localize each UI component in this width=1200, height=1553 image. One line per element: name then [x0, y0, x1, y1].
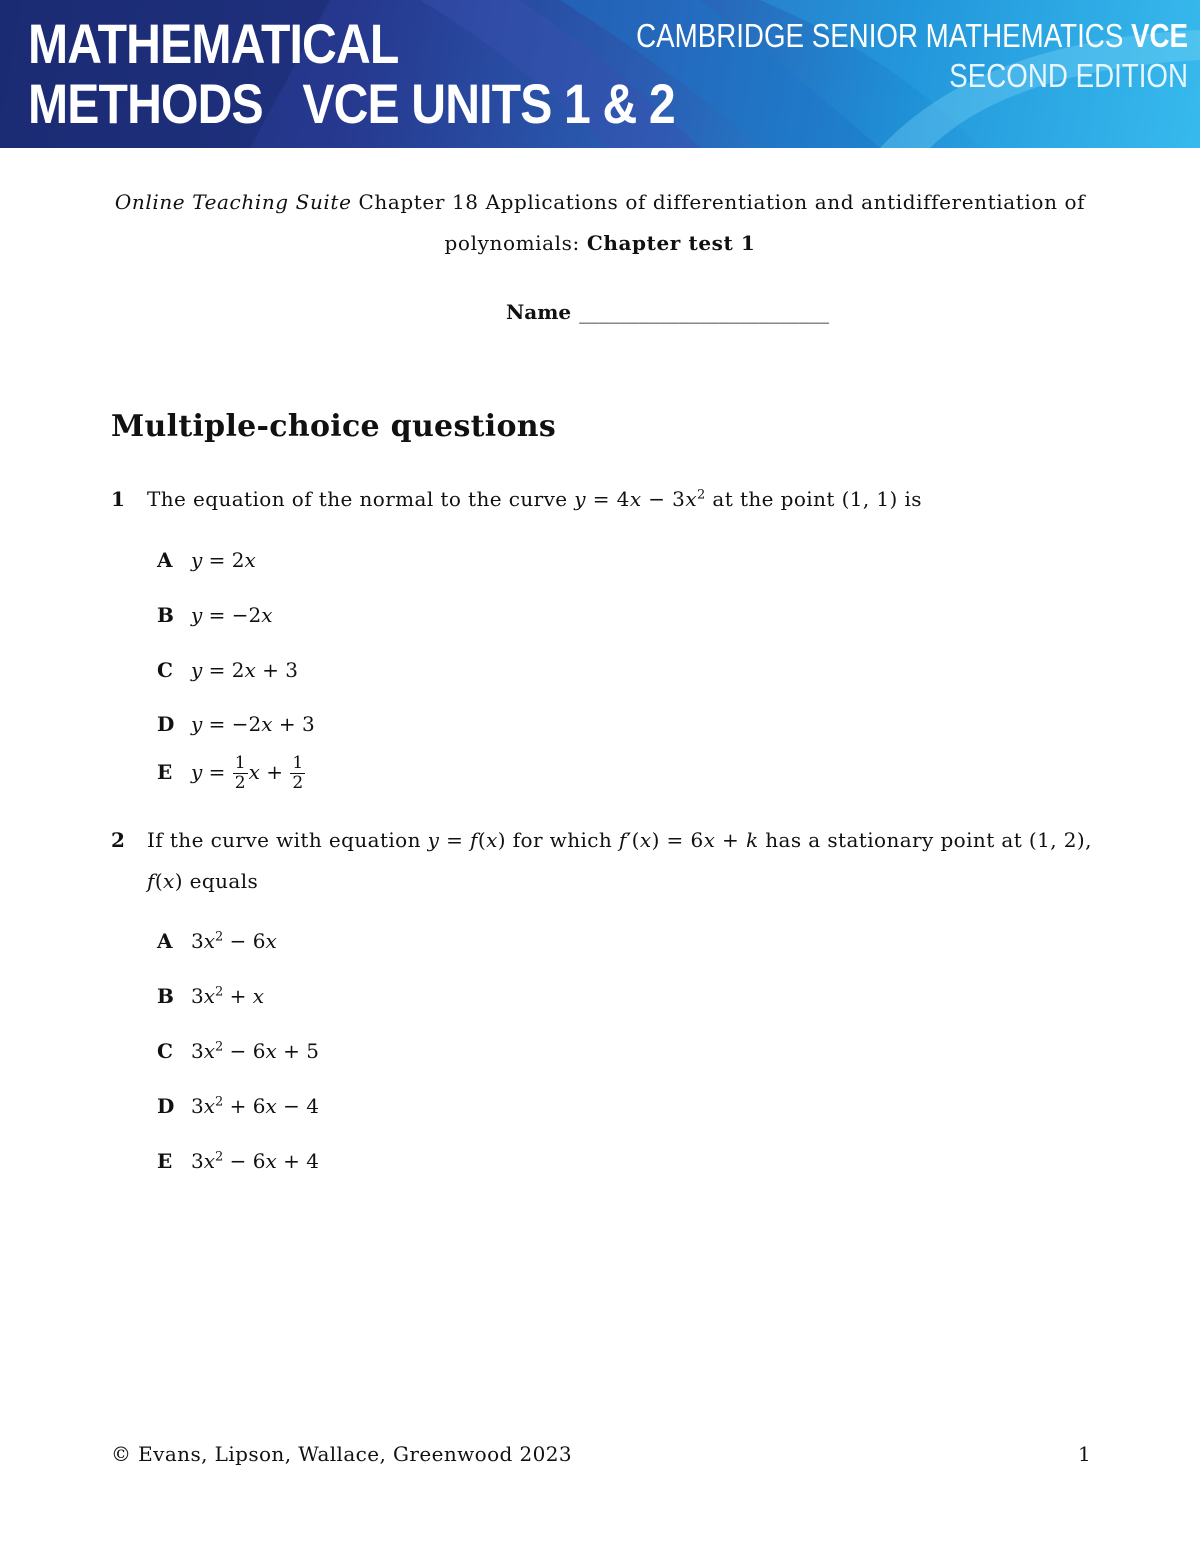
q2-option-a[interactable]: A $3x^2 - 6x$ [157, 929, 277, 953]
option-letter: B [157, 984, 174, 1008]
question-text: for which [505, 828, 619, 852]
copyright: © Evans, Lipson, Wallace, Greenwood 2023 [111, 1442, 572, 1466]
suite-name: Online Teaching Suite [114, 190, 352, 214]
option-letter: A [157, 548, 173, 572]
book-title-line1: MATHEMATICAL [28, 12, 399, 75]
page-number: 1 [1078, 1442, 1091, 1466]
option-letter: D [157, 1094, 175, 1118]
option-letter: A [157, 929, 173, 953]
header-banner [0, 0, 1200, 148]
name-blank: _________________________ [579, 300, 830, 324]
chapter-text-cont: polynomials: [444, 231, 587, 255]
section-title: Multiple-choice questions [111, 409, 557, 444]
question-text: equals [182, 869, 259, 893]
equation: y [574, 487, 586, 511]
question-2-cont: f(x) equals [147, 869, 259, 893]
chapter-heading [0, 190, 1200, 214]
q1-option-b[interactable]: B y = −2x [157, 603, 273, 627]
question-text: If the curve with equation [147, 828, 428, 852]
series-name [636, 16, 1188, 96]
book-title-line2a: METHODS [28, 72, 263, 135]
option-letter: D [157, 712, 175, 736]
option-letter: E [157, 760, 173, 784]
chapter-heading-line2 [0, 231, 1200, 255]
q2-option-e[interactable]: E $3x^2 - 6x + 4$ [157, 1149, 319, 1173]
question-number: 2 [111, 828, 126, 852]
q1-option-c[interactable]: C y = 2x + 3 [157, 658, 298, 682]
q1-option-d[interactable]: D y = −2x + 3 [157, 712, 315, 736]
option-letter: C [157, 658, 173, 682]
question-text: at the point (1, 1) is [705, 487, 922, 511]
option-letter: C [157, 1039, 173, 1063]
question-2: 2 If the curve with equation y = f(x) for which f′(x) = 6x + k has a stationary point at (1, 2), [111, 828, 1092, 852]
name-label: Name [506, 300, 572, 324]
question-text: has a stationary point at (1, 2), [758, 828, 1092, 852]
q2-option-b[interactable]: B $3x^2 + x$ [157, 984, 265, 1008]
q1-option-e[interactable]: E y = $\frac{1}{2}$ x + $\frac{1}{2}$ [157, 753, 304, 793]
q1-option-a[interactable]: A y = 2x [157, 548, 256, 572]
book-title [28, 14, 675, 134]
option-letter: B [157, 603, 174, 627]
book-title-line2b: VCE UNITS 1 & 2 [302, 72, 675, 135]
chapter-text: Chapter 18 Applications of differentiation and antidifferentiation of [351, 190, 1086, 214]
question-text: The equation of the normal to the curve [147, 487, 575, 511]
q2-option-c[interactable]: C $3x^2 - 6x + 5$ [157, 1039, 319, 1063]
question-number: 1 [111, 487, 126, 511]
series-prefix: CAMBRIDGE SENIOR MATHEMATICS [636, 17, 1131, 54]
test-title: Chapter test 1 [586, 231, 756, 255]
question-1: 1 The equation of the normal to the curve $y = 4x - 3x^2$ at the point (1, 1) is [111, 487, 922, 511]
edition-label: SECOND EDITION [949, 57, 1188, 94]
series-vce: VCE [1130, 17, 1188, 54]
option-letter: E [157, 1149, 173, 1173]
q2-option-d[interactable]: D $3x^2 + 6x - 4$ [157, 1094, 319, 1118]
name-field [506, 300, 829, 324]
